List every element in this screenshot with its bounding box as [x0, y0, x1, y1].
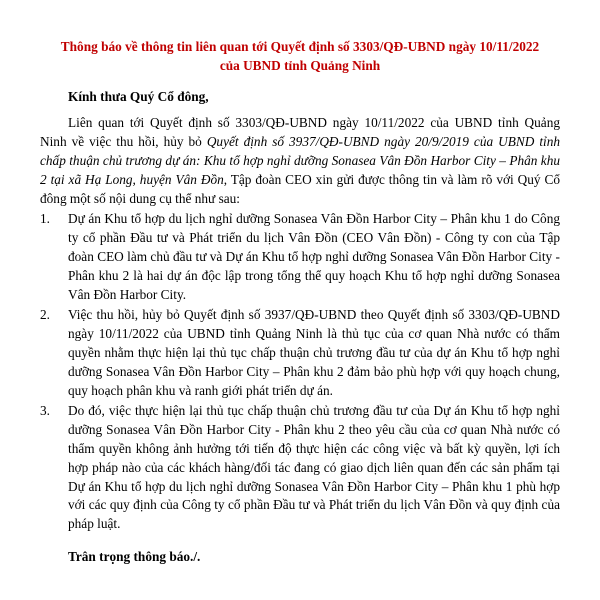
- list-item: [40, 306, 560, 400]
- list-item-number: 1.: [40, 211, 50, 227]
- intro-text-1: Liên quan tới Quyết định số 3303/QĐ-UBND ngày 10/11/2022 của UBND tỉnh Quảng Ninh về việc thu hồi, hủy bỏ: [40, 115, 560, 150]
- list-item-number: 2.: [40, 307, 50, 323]
- greeting: Kính thưa Quý Cổ đông,: [68, 88, 209, 104]
- list-item: [40, 210, 560, 304]
- list-item-text: Dự án Khu tổ hợp du lịch nghỉ dưỡng Sonasea Vân Đồn Harbor City – Phân khu 1 do Công ty cổ phần Đầu tư và Phát triển du lịch Vân Đồn (CEO Vân Đồn) - Công ty con của Tập đoàn CEO làm chủ đầu tư và Dự án Khu tổ hợp nghỉ dưỡng Sonasea Vân Đồn Harbor City - Phân khu 2 là hai dự án độc lập trong tổng thể quy hoạch Khu tổ hợp nghỉ dưỡng Sonasea Vân Đồn Harbor City.: [68, 211, 560, 302]
- intro-paragraph: [40, 114, 560, 208]
- list-item-number: 3.: [40, 403, 50, 419]
- document-title: Thông báo về thông tin liên quan tới Quyết định số 3303/QĐ-UBND ngày 10/11/2022 của UBND tỉnh Quảng Ninh: [60, 39, 540, 73]
- intro-text-italic: Quyết định số 3937/QĐ-UBND ngày 20/9/2019 của UBND tỉnh chấp thuận chủ trương dự án: Khu tổ hợp nghỉ dưỡng Sonasea Vân Đồn Harbor City – Phân khu 2 tại xã Hạ Long, huyện Vân Đồn: [40, 134, 560, 187]
- closing-line: Trân trọng thông báo./.: [68, 548, 201, 564]
- list-item-text: Việc thu hồi, hủy bỏ Quyết định số 3937/QĐ-UBND theo Quyết định số 3303/QĐ-UBND ngày 10/11/2022 của UBND tỉnh Quảng Ninh là thủ tục của cơ quan Nhà nước có thẩm quyền nhằm thực hiện lại thủ tục chấp thuận chủ trương đầu tư của dự án Khu tổ hợp nghỉ dưỡng Sonasea Vân Đồn Harbor City – Phân khu 2 đảm bảo phù hợp với quy hoạch chung, quy hoạch phân khu và ranh giới phát triển dự án.: [68, 307, 560, 398]
- list-item: [40, 402, 560, 534]
- numbered-list: [40, 210, 560, 534]
- list-item-text: Do đó, việc thực hiện lại thủ tục chấp thuận chủ trương đầu tư của Dự án Khu tổ hợp nghỉ dưỡng Sonasea Vân Đồn Harbor City - Phân khu 2 theo yêu cầu của cơ quan Nhà nước có thẩm quyền không ảnh hưởng tới tiến độ thực hiện các công việc và bất kỳ quyền, lợi ích hợp pháp nào của các khách hàng/đối tác đang có giao dịch liên quan đến các sản phẩm tại Dự án Khu tổ hợp du lịch nghỉ dưỡng Sonasea Vân Đồn Harbor City – Phân khu 1 phù hợp với các quy định của Công ty cổ phần Đầu tư và Phát triển du lịch Vân Đồn và quy định của pháp luật.: [68, 403, 560, 532]
- intro-text-3: , Tập đoàn CEO xin gửi được thông tin và làm rõ với Quý Cổ đông một số nội dung cụ thể như sau:: [40, 171, 560, 206]
